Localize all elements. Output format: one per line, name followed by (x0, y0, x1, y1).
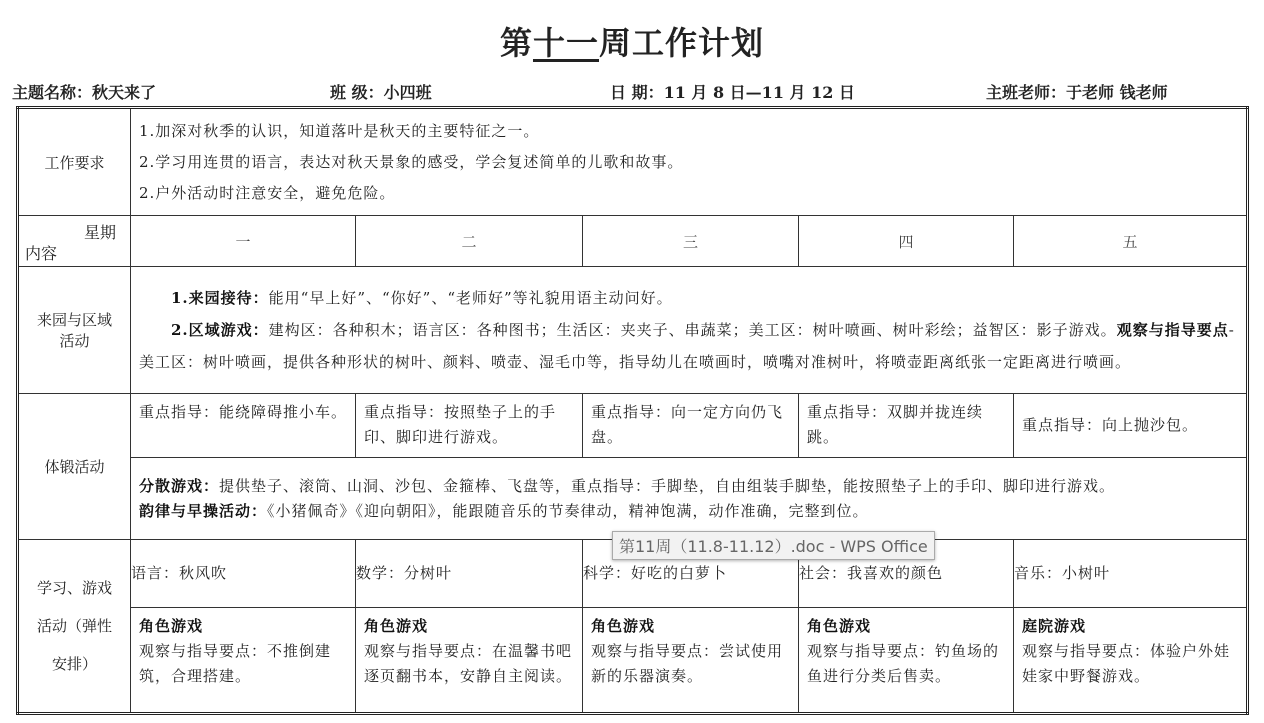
arrival-content (131, 267, 1248, 394)
exercise-focus-text: 重点指导：按照垫子上的手印、脚印进行游戏。 (364, 403, 557, 446)
free-play-text: 提供垫子、滚筒、山洞、沙包、金箍棒、飞盘等，重点指导：手脚垫，自由组装手脚垫，能按照垫子上的手印、脚印进行游戏。 (219, 476, 1116, 495)
game-cell (1014, 608, 1248, 714)
learning-label (18, 540, 131, 714)
weekday-label: 星期 (83, 223, 116, 242)
arrival-p2-text: 建构区：各种积木；语言区：各种图书；生活区：夹夹子、串蔬菜；美工区：树叶喷画、树叶彩绘；益智区：影子游戏。 (268, 321, 1117, 339)
game-cell (583, 608, 799, 714)
rhythm-paragraph (131, 498, 1246, 524)
exercise-free-content (131, 458, 1248, 540)
game-cell (131, 608, 356, 714)
exercise-focus-cell (1014, 394, 1248, 458)
exercise-focus-text: 重点指导：能绕障碍推小车。 (139, 403, 348, 421)
arrival-p1-heading: 1.来园接待： (171, 289, 269, 307)
weekday-header-row (18, 216, 1248, 267)
content-label: 内容 (25, 244, 58, 263)
free-play-paragraph (131, 474, 1246, 498)
day-tuesday: 二 (356, 216, 583, 267)
diagonal-header (18, 216, 131, 267)
arrival-p1-text: 能用“早上好”、“你好”、“老师好”等礼貌用语主动问好。 (268, 289, 673, 307)
game-title: 角色游戏 (139, 617, 204, 635)
rhythm-heading: 韵律与早操活动： (139, 501, 268, 520)
lesson-cell: 语言：秋风吹 (131, 540, 356, 608)
game-title: 角色游戏 (364, 617, 429, 635)
lesson-cell: 科学：好吃的白萝卜 (583, 540, 799, 608)
exercise-focus-cell (583, 394, 799, 458)
requirements-content (131, 108, 1248, 216)
day-wednesday: 三 (583, 216, 799, 267)
exercise-focus-text: 重点指导：向上抛沙包。 (1022, 416, 1199, 434)
lesson-cell: 音乐：小树叶 (1014, 540, 1248, 608)
requirement-line: 1.加深对秋季的认识，知道落叶是秋天的主要特征之一。 (139, 121, 540, 140)
exercise-focus-cell (131, 394, 356, 458)
arrival-label-line: 来园与区域 (36, 311, 112, 329)
weekly-plan-table (16, 106, 1249, 715)
arrival-row (18, 267, 1248, 394)
arrival-paragraph-2 (131, 314, 1246, 378)
game-text: 观察与指导要点：钓鱼场的鱼进行分类后售卖。 (807, 642, 1000, 685)
exercise-label: 体锻活动 (18, 394, 131, 540)
lesson-cell: 数学：分树叶 (356, 540, 583, 608)
requirement-line: 2.户外活动时注意安全，避免危险。 (139, 183, 396, 202)
exercise-focus-cell (799, 394, 1014, 458)
window-tooltip: 第11周（11.8-11.12）.doc - WPS Office (612, 531, 935, 560)
class-name: 班 级：小四班 (330, 83, 432, 102)
exercise-free-row (18, 458, 1248, 540)
day-friday: 五 (1014, 216, 1248, 267)
arrival-p2-subheading: 观察与指导要点 (1116, 321, 1229, 339)
rhythm-text: 《小猪佩奇》《迎向朝阳》，能跟随音乐的节奏律动，精神饱满，动作准确，完整到位。 (267, 501, 869, 520)
exercise-focus-text: 重点指导：向一定方向仍飞盘。 (591, 403, 784, 446)
day-monday: 一 (131, 216, 356, 267)
game-title: 角色游戏 (807, 617, 872, 635)
title-suffix: 周工作计划 (599, 24, 765, 62)
game-title: 角色游戏 (591, 617, 656, 635)
free-play-heading: 分散游戏： (139, 476, 220, 495)
game-text: 观察与指导要点：在温馨书吧逐页翻书本，安静自主阅读。 (364, 642, 573, 685)
game-text: 观察与指导要点：尝试使用新的乐器演奏。 (591, 642, 784, 685)
exercise-focus-cell (356, 394, 583, 458)
title-week-number: 十一 (532, 24, 599, 62)
title-prefix: 第 (499, 24, 533, 62)
game-text: 观察与指导要点：体验户外娃娃家中野餐游戏。 (1022, 642, 1231, 685)
theme-name: 主题名称：秋天来了 (12, 83, 157, 102)
game-cell (799, 608, 1014, 714)
learning-label-line: 活动（弹性 (36, 617, 112, 635)
game-cell (356, 608, 583, 714)
learning-label-line: 安排） (51, 655, 97, 673)
requirement-line: 2.学习用连贯的语言，表达对秋天景象的感受，学会复述简单的儿歌和故事。 (139, 152, 684, 171)
lesson-cell: 社会：我喜欢的颜色 (799, 540, 1014, 608)
learning-label-line: 学习、游戏 (36, 579, 112, 597)
page-title (0, 18, 1264, 64)
game-row (18, 608, 1248, 714)
exercise-focus-text: 重点指导：双脚并拢连续跳。 (807, 403, 984, 446)
teachers: 主班老师：于老师 钱老师 (986, 83, 1168, 102)
date-range: 日 期：11 月 8 日—11 月 12 日 (610, 83, 855, 102)
arrival-label-line: 活动 (59, 332, 90, 350)
arrival-p2-text2: -美工区：树叶喷画，提供各种形状的树叶、颜料、喷壶、湿毛巾等，指导幼儿在喷画时，喷嘴对准树叶，将喷壶距离纸张一定距离进行喷画。 (139, 321, 1235, 371)
requirements-row (18, 108, 1248, 216)
game-text: 观察与指导要点：不推倒建筑，合理搭建。 (139, 642, 332, 685)
day-thursday: 四 (799, 216, 1014, 267)
arrival-label (18, 267, 131, 394)
arrival-p2-heading: 2.区域游戏： (171, 321, 269, 339)
exercise-focus-row (18, 394, 1248, 458)
arrival-paragraph-1 (131, 282, 1246, 314)
game-title: 庭院游戏 (1022, 617, 1087, 635)
requirements-label: 工作要求 (18, 108, 131, 216)
